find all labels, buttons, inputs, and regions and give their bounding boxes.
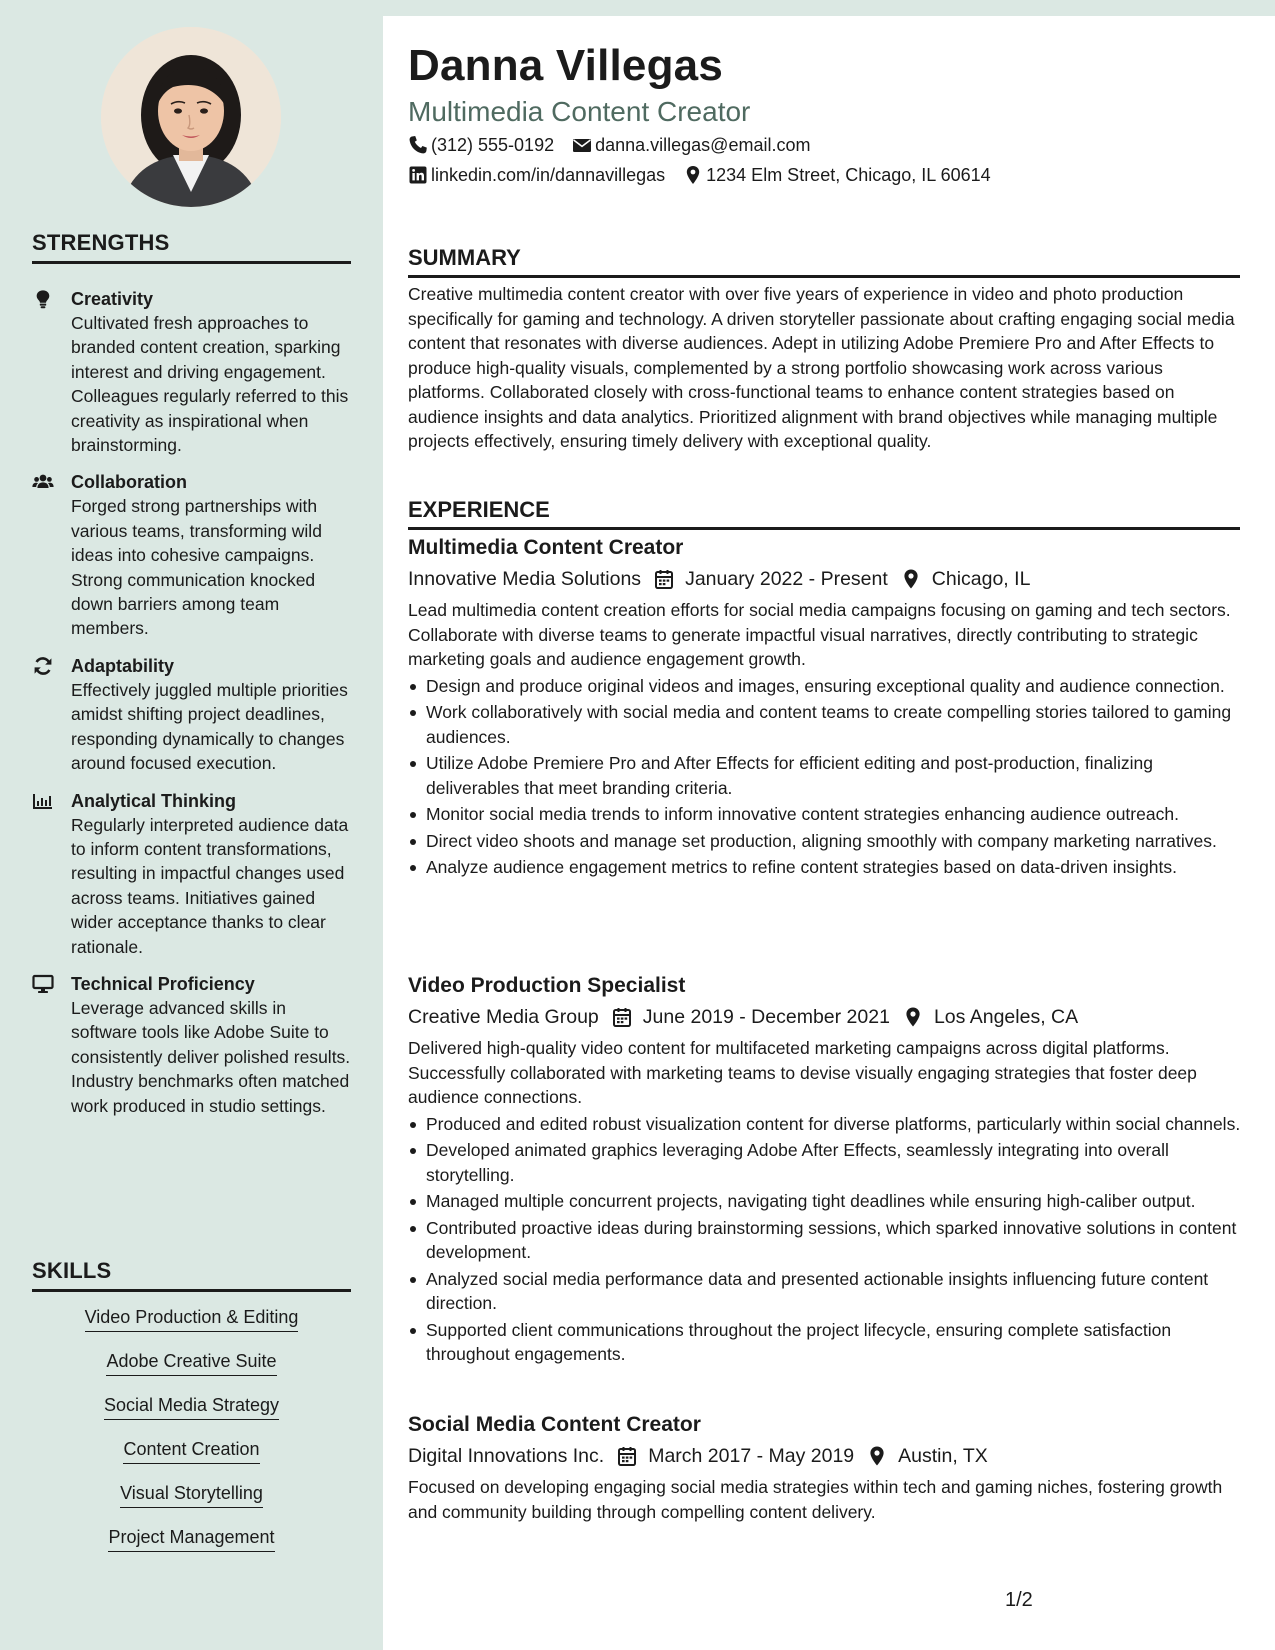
job-description: Focused on developing engaging social media strategies within tech and gaming niches, fostering growth and community building through compelling content delivery. <box>408 1477 1223 1522</box>
skill-item: Project Management <box>108 1525 274 1552</box>
summary-heading: SUMMARY <box>408 245 1240 278</box>
candidate-role: Multimedia Content Creator <box>408 96 751 127</box>
job-meta <box>408 1442 1243 1470</box>
job-meta <box>408 1003 1243 1031</box>
company-name: Creative Media Group <box>408 1006 599 1028</box>
job-bullet: Managed multiple concurrent projects, navigating tight deadlines while ensuring high-caliber output. <box>408 1189 1243 1214</box>
job-bullet: Utilize Adobe Premiere Pro and After Effects for efficient editing and post-production, finalizing deliverables that meet branding criteria. <box>408 751 1243 800</box>
job-description: Delivered high-quality video content for multifaceted marketing campaigns across digital platforms. Successfully collaborated with marketing teams to devise visually engaging strategies that foster deep audience connections. <box>408 1038 1197 1107</box>
page-number: 1/2 <box>1005 1589 1033 1611</box>
skills-heading: SKILLS <box>32 1258 351 1292</box>
job-description: Lead multimedia content creation efforts for social media campaigns focusing on gaming and tech sectors. Collaborate with diverse teams to generate impactful visual narratives, directly contributing to strategic marketing goals and audience engagement growth. <box>408 600 1231 669</box>
strength-description: Regularly interpreted audience data to inform content transformations, resulting in impactful changes used across teams. Initiatives gained wider acceptance thanks to clear rationale. <box>71 814 349 957</box>
job-title: Social Media Content Creator <box>408 1413 701 1436</box>
strength-item <box>32 287 352 457</box>
experience-entry <box>408 972 1243 1369</box>
strength-item <box>32 789 352 959</box>
job-bullet: Developed animated graphics leveraging Adobe After Effects, seamlessly integrating into overall storytelling. <box>408 1138 1243 1187</box>
job-bullets <box>408 1112 1243 1367</box>
strength-title: Analytical Thinking <box>71 790 237 811</box>
strength-title: Technical Proficiency <box>71 973 255 994</box>
skills-list <box>32 1305 351 1569</box>
skill-item: Visual Storytelling <box>120 1481 263 1508</box>
sync-icon <box>32 656 56 678</box>
skill-item: Video Production & Editing <box>85 1305 299 1332</box>
job-bullet: Contributed proactive ideas during brainstorming sessions, which sparked innovative solutions in content development. <box>408 1216 1243 1265</box>
profile-photo <box>101 27 281 207</box>
experience-entry <box>408 1411 1243 1524</box>
skill-item: Social Media Strategy <box>104 1393 279 1420</box>
map-pin-icon <box>683 165 703 185</box>
calendar-icon <box>611 1006 633 1028</box>
map-pin-icon <box>900 568 922 590</box>
strength-item <box>32 972 352 1118</box>
bar-chart-icon <box>32 791 56 813</box>
strength-title: Collaboration <box>71 472 187 493</box>
job-dates: March 2017 - May 2019 <box>648 1445 855 1467</box>
strengths-list <box>32 287 352 1131</box>
job-bullet: Direct video shoots and manage set production, aligning smoothly with company marketing narratives. <box>408 829 1243 854</box>
job-title: Multimedia Content Creator <box>408 536 684 559</box>
job-bullets <box>408 674 1243 880</box>
strength-title: Creativity <box>71 289 154 309</box>
strength-item <box>32 470 352 640</box>
experience-entry <box>408 534 1243 882</box>
skill-item: Adobe Creative Suite <box>106 1349 276 1376</box>
candidate-name: Danna Villegas <box>408 41 724 90</box>
job-title: Video Production Specialist <box>408 974 686 997</box>
linkedin-link[interactable]: linkedin.com/in/dannavillegas <box>431 165 666 185</box>
strength-description: Cultivated fresh approaches to branded content creation, sparking interest and driving engagement. Colleagues regularly referred to this creativity as inspirational when brainstorming. <box>71 313 349 456</box>
lightbulb-icon <box>32 289 56 311</box>
strength-description: Leverage advanced skills in software tools like Adobe Suite to consistently deliver polished results. Industry benchmarks often matched work produced in studio settings. <box>71 997 351 1116</box>
users-icon <box>32 472 56 494</box>
summary-text: Creative multimedia content creator with over five years of experience in video and photo production specifically for gaming and technology. A driven storyteller passionate about crafting engaging social media content that resonates with diverse audiences. Adept in utilizing Adobe Premiere Pro and After Effects to produce high-quality visuals, complemented by a strong portfolio showcasing work across various platforms. Collaborated closely with cross-functional teams to enhance content strategies based on audience insights and data analytics. Prioritized alignment with brand objectives while managing multiple projects effectively, ensuring timely delivery with exceptional quality. <box>408 284 1235 451</box>
strength-description: Forged strong partnerships with various teams, transforming wild ideas into cohesive campaigns. Strong communication knocked down barriers among team members. <box>71 496 322 639</box>
phone-icon <box>408 135 428 155</box>
job-dates: June 2019 - December 2021 <box>642 1006 890 1028</box>
company-name: Digital Innovations Inc. <box>408 1445 605 1467</box>
job-dates: January 2022 - Present <box>685 568 888 590</box>
strength-description: Effectively juggled multiple priorities amidst shifting project deadlines, responding dynamically to changes around focused execution. <box>71 679 348 774</box>
address-text: 1234 Elm Street, Chicago, IL 60614 <box>706 165 991 185</box>
company-name: Innovative Media Solutions <box>408 568 642 590</box>
calendar-icon <box>616 1445 638 1467</box>
job-bullet: Produced and edited robust visualization content for diverse platforms, particularly within social channels. <box>408 1112 1243 1137</box>
map-pin-icon <box>902 1006 924 1028</box>
sidebar <box>0 0 383 1650</box>
experience-heading: EXPERIENCE <box>408 497 1240 530</box>
email-link[interactable]: danna.villegas@email.com <box>595 135 811 155</box>
contact-row <box>408 163 991 187</box>
job-location: Los Angeles, CA <box>933 1006 1079 1028</box>
job-bullet: Supported client communications throughout the project lifecycle, ensuring complete satisfaction throughout engagements. <box>408 1318 1243 1367</box>
envelope-icon <box>572 135 592 155</box>
phone-number[interactable]: (312) 555-0192 <box>431 135 555 155</box>
skill-item: Content Creation <box>123 1437 259 1464</box>
desktop-icon <box>32 974 56 996</box>
map-pin-icon <box>866 1445 888 1467</box>
job-bullet: Analyze audience engagement metrics to refine content strategies based on data-driven insights. <box>408 855 1243 880</box>
main-content <box>383 16 1275 1650</box>
strength-item <box>32 654 352 776</box>
job-bullet: Work collaboratively with social media and content teams to create compelling stories tailored to gaming audiences. <box>408 700 1243 749</box>
contact-row <box>408 133 810 157</box>
strength-title: Adaptability <box>71 655 175 676</box>
job-bullet: Design and produce original videos and images, ensuring exceptional quality and audience connection. <box>408 674 1243 699</box>
linkedin-icon <box>408 165 428 185</box>
portrait-image <box>101 27 281 207</box>
job-meta <box>408 565 1243 593</box>
strengths-heading: STRENGTHS <box>32 230 351 264</box>
calendar-icon <box>653 568 675 590</box>
job-bullet: Analyzed social media performance data and presented actionable insights influencing future content direction. <box>408 1267 1243 1316</box>
job-location: Chicago, IL <box>931 568 1031 590</box>
job-location: Austin, TX <box>898 1445 988 1467</box>
job-bullet: Monitor social media trends to inform innovative content strategies enhancing audience outreach. <box>408 802 1243 827</box>
